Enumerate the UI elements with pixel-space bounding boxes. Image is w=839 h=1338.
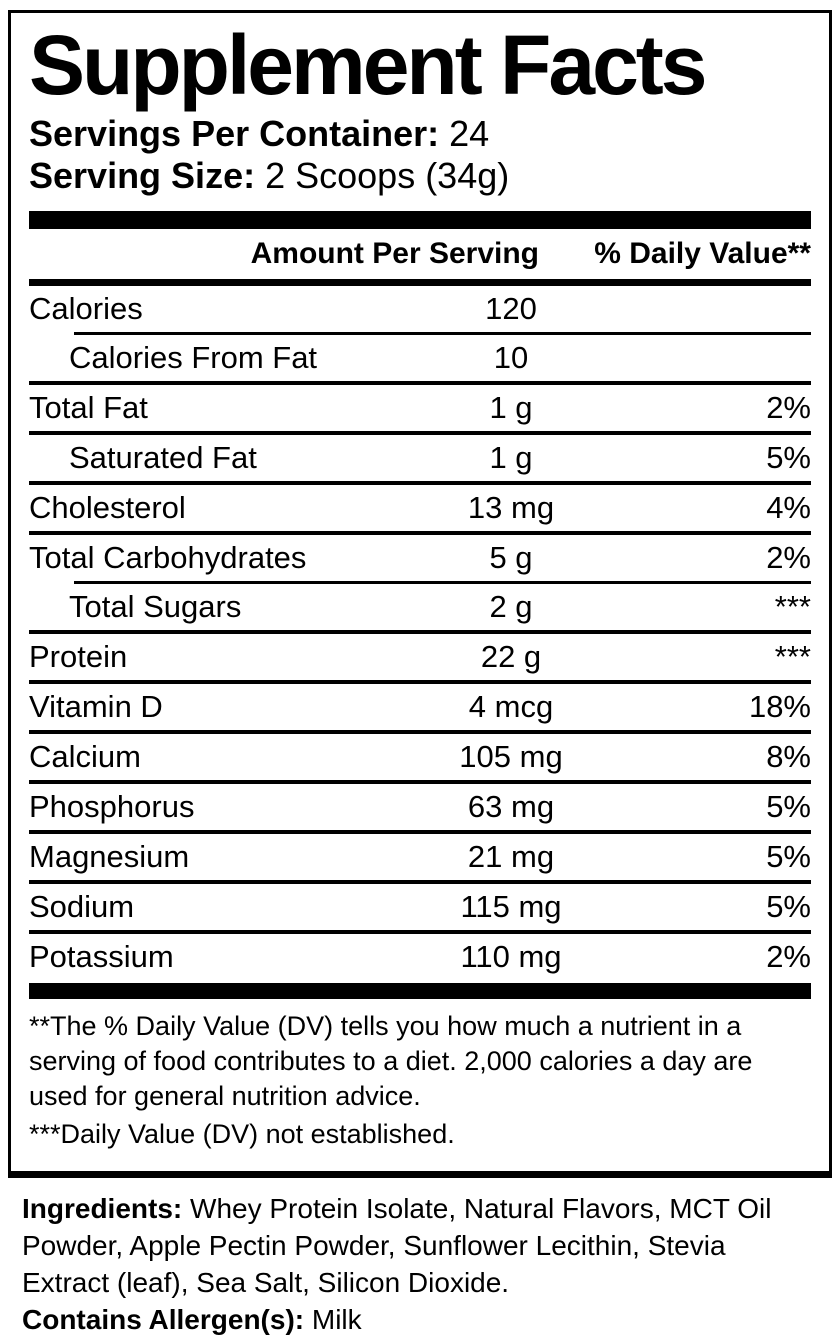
nutrient-name: Magnesium — [29, 839, 190, 874]
nutrient-dv: 18% — [748, 689, 811, 724]
nutrient-amount: 4 mcg — [468, 689, 554, 724]
nutrient-dv: 2% — [766, 390, 811, 425]
nutrient-amount: 1 g — [489, 440, 533, 475]
nutrient-amount: 105 mg — [459, 739, 563, 774]
nutrient-row-vitamin-d — [29, 684, 811, 730]
nutrient-name: Total Fat — [29, 390, 148, 425]
nutrient-row-calories-from-fat — [29, 335, 811, 381]
nutrient-amount: 1 g — [489, 390, 533, 425]
nutrient-row-potassium — [29, 934, 811, 980]
footnotes — [29, 999, 811, 1161]
daily-value-header: % Daily Value** — [594, 237, 811, 270]
nutrient-dv: 2% — [766, 540, 811, 575]
nutrient-row-total-carbohydrates — [29, 535, 811, 581]
nutrient-amount: 22 g — [480, 639, 542, 674]
nutrient-name: Total Sugars — [69, 589, 242, 624]
nutrient-row-phosphorus — [29, 784, 811, 830]
nutrient-row-cholesterol — [29, 485, 811, 531]
ingredients-section — [0, 1178, 839, 1338]
nutrient-dv: 4% — [766, 490, 811, 525]
supplement-label-page — [0, 10, 839, 1335]
footnote-daily-value: **The % Daily Value (DV) tells you how much a nutrient in a serving of food contributes to a diet. 2,000 calories a day are used for general nutrition advice. — [29, 1011, 753, 1111]
nutrient-name: Total Carbohydrates — [29, 540, 307, 575]
nutrient-dv: 5% — [766, 839, 811, 874]
panel-title: Supplement Facts — [29, 18, 705, 112]
serving-size-label: Serving Size: — [29, 155, 256, 196]
nutrient-amount: 13 mg — [467, 490, 555, 525]
nutrient-name: Vitamin D — [29, 689, 163, 724]
nutrient-row-calcium — [29, 734, 811, 780]
nutrient-dv: 8% — [766, 739, 811, 774]
serving-size-value: 2 Scoops (34g) — [265, 155, 510, 196]
ingredients-text: Whey Protein Isolate, Natural Flavors, MCT Oil Powder, Apple Pectin Powder, Sunflower Lecithin, Stevia Extract (leaf), Sea Salt, Silicon Dioxide. — [22, 1193, 772, 1298]
nutrient-row-saturated-fat — [29, 435, 811, 481]
servings-per-container-line — [29, 113, 811, 155]
separator-bar-top — [29, 211, 811, 229]
nutrient-amount: 2 g — [489, 589, 533, 624]
nutrient-name: Calories — [29, 291, 143, 326]
separator-bar-bottom — [29, 983, 811, 999]
nutrient-amount: 10 — [493, 340, 529, 375]
nutrient-row-sodium — [29, 884, 811, 930]
amount-per-serving-header: Amount Per Serving — [250, 237, 539, 270]
allergens-label: Contains Allergen(s): — [22, 1304, 305, 1335]
nutrient-row-protein — [29, 634, 811, 680]
nutrient-row-magnesium — [29, 834, 811, 880]
ingredients-label: Ingredients: — [22, 1193, 183, 1224]
allergens-value: Milk — [304, 1304, 362, 1335]
nutrient-name: Calories From Fat — [69, 340, 318, 375]
servings-per-container-value: 24 — [449, 113, 490, 154]
nutrient-dv: 2% — [766, 939, 811, 974]
nutrient-name: Potassium — [29, 939, 174, 974]
footnote-not-established: ***Daily Value (DV) not established. — [29, 1119, 455, 1149]
nutrient-dv: 5% — [766, 889, 811, 924]
nutrient-name: Saturated Fat — [69, 440, 257, 475]
nutrient-amount: 115 mg — [460, 889, 562, 924]
nutrient-name: Cholesterol — [29, 490, 186, 525]
nutrient-amount: 63 mg — [467, 789, 555, 824]
nutrient-name: Protein — [29, 639, 128, 674]
serving-size-line — [29, 155, 811, 197]
nutrient-dv: 5% — [766, 789, 811, 824]
supplement-facts-panel — [8, 10, 832, 1178]
servings-per-container-label: Servings Per Container: — [29, 113, 440, 154]
nutrient-dv: *** — [774, 589, 811, 624]
nutrient-amount: 5 g — [489, 540, 533, 575]
allergens-line — [22, 1301, 815, 1338]
nutrient-row-total-sugars — [29, 584, 811, 630]
nutrient-name: Calcium — [29, 739, 141, 774]
nutrient-name: Sodium — [29, 889, 135, 924]
nutrient-row-total-fat — [29, 385, 811, 431]
nutrient-amount: 120 — [485, 291, 537, 326]
column-header-row — [29, 229, 811, 279]
nutrient-amount: 21 mg — [467, 839, 555, 874]
nutrient-row-calories — [29, 286, 811, 332]
header-rule — [29, 279, 811, 286]
nutrient-dv: *** — [774, 639, 811, 674]
ingredients-line — [22, 1190, 815, 1301]
nutrient-name: Phosphorus — [29, 789, 195, 824]
nutrient-amount: 110 mg — [460, 939, 562, 974]
nutrient-dv: 5% — [766, 440, 811, 475]
